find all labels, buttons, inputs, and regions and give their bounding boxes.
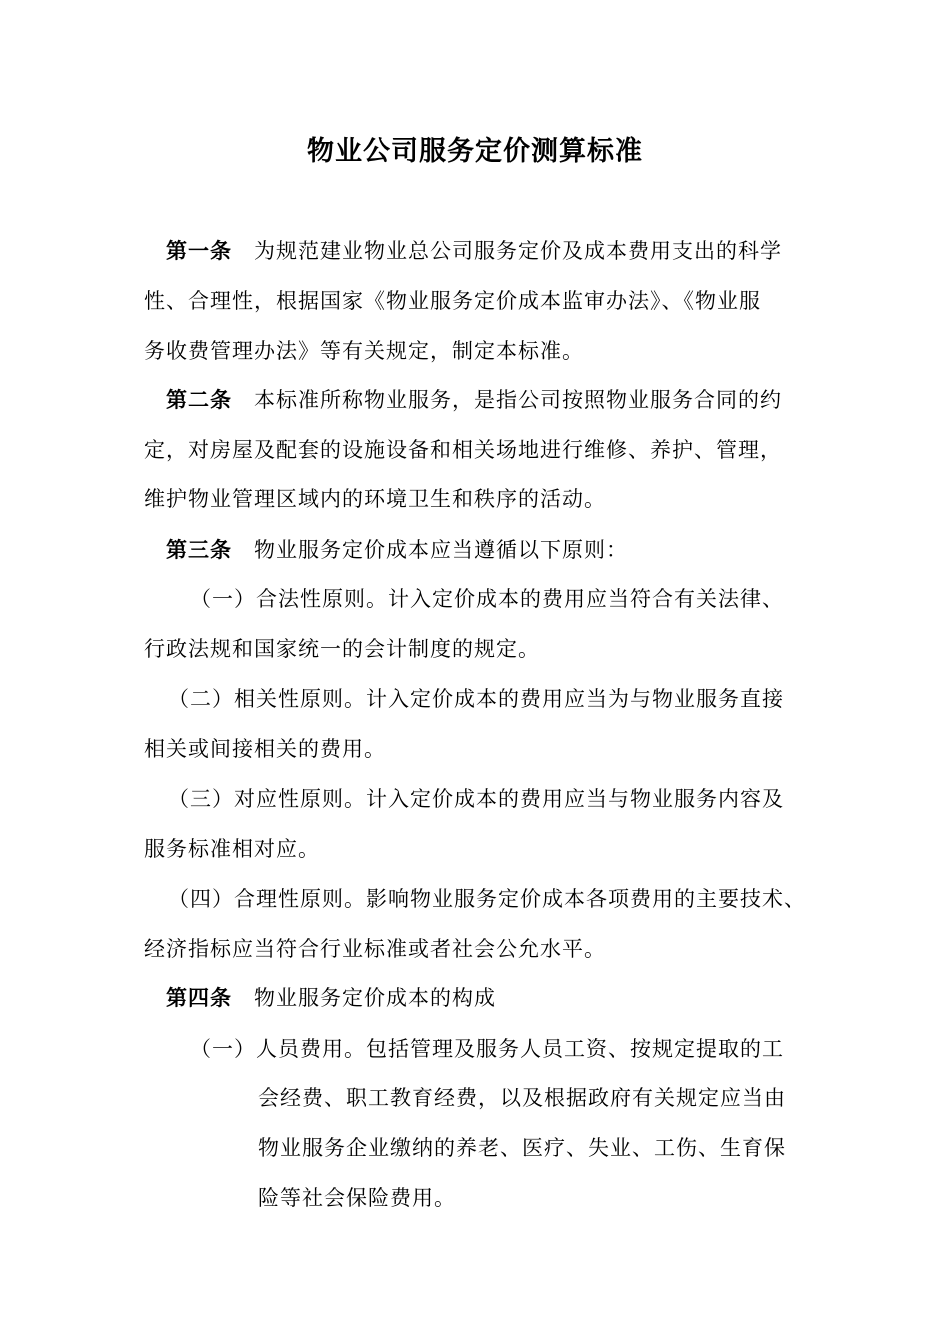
article-4-line-1 <box>166 983 496 1013</box>
article-1-line-3: 务收费管理办法》等有关规定，制定本标准。 <box>144 339 584 363</box>
article-4-item-1-line-1: （一）人员费用。包括管理及服务人员工资、按规定提取的工 <box>190 1037 784 1061</box>
article-text: 本标准所称物业服务，是指公司按照物业服务合同的约 <box>254 388 782 412</box>
article-1-line-2: 性、合理性，根据国家《物业服务定价成本监审办法》、《物业服 <box>144 289 761 313</box>
article-heading: 第三条 <box>166 538 232 562</box>
article-3-item-3-line-1: （三）对应性原则。计入定价成本的费用应当与物业服务内容及 <box>168 787 784 811</box>
article-2-line-3: 维护物业管理区域内的环境卫生和秩序的活动。 <box>144 487 606 511</box>
document-title: 物业公司服务定价测算标准 <box>307 136 643 167</box>
article-3-item-1-line-2: 行政法规和国家统一的会计制度的规定。 <box>144 637 540 661</box>
article-1-line-1 <box>166 236 782 266</box>
article-3-item-1-line-1: （一）合法性原则。计入定价成本的费用应当符合有关法律、 <box>190 587 784 611</box>
article-3-item-4-line-2: 经济指标应当符合行业标准或者社会公允水平。 <box>144 937 606 961</box>
article-4-item-1-line-3: 物业服务企业缴纳的养老、医疗、失业、工伤、生育保 <box>258 1136 786 1160</box>
article-heading: 第四条 <box>166 986 232 1010</box>
article-text: 物业服务定价成本的构成 <box>254 986 496 1010</box>
article-4-item-1-line-4: 险等社会保险费用。 <box>258 1186 456 1210</box>
article-2-line-1 <box>166 385 782 415</box>
article-3-item-2-line-2: 相关或间接相关的费用。 <box>144 737 386 761</box>
article-text: 物业服务定价成本应当遵循以下原则： <box>254 538 628 562</box>
article-3-item-3-line-2: 服务标准相对应。 <box>144 837 320 861</box>
article-2-line-2: 定，对房屋及配套的设施设备和相关场地进行维修、养护、管理， <box>144 438 782 462</box>
article-3-line-1 <box>166 535 628 565</box>
article-heading: 第一条 <box>166 239 232 263</box>
article-3-item-2-line-1: （二）相关性原则。计入定价成本的费用应当为与物业服务直接 <box>168 687 784 711</box>
article-text: 为规范建业物业总公司服务定价及成本费用支出的科学 <box>254 239 782 263</box>
article-heading: 第二条 <box>166 388 232 412</box>
article-4-item-1-line-2: 会经费、职工教育经费，以及根据政府有关规定应当由 <box>258 1086 786 1110</box>
article-3-item-4-line-1: （四）合理性原则。影响物业服务定价成本各项费用的主要技术、 <box>168 887 806 911</box>
